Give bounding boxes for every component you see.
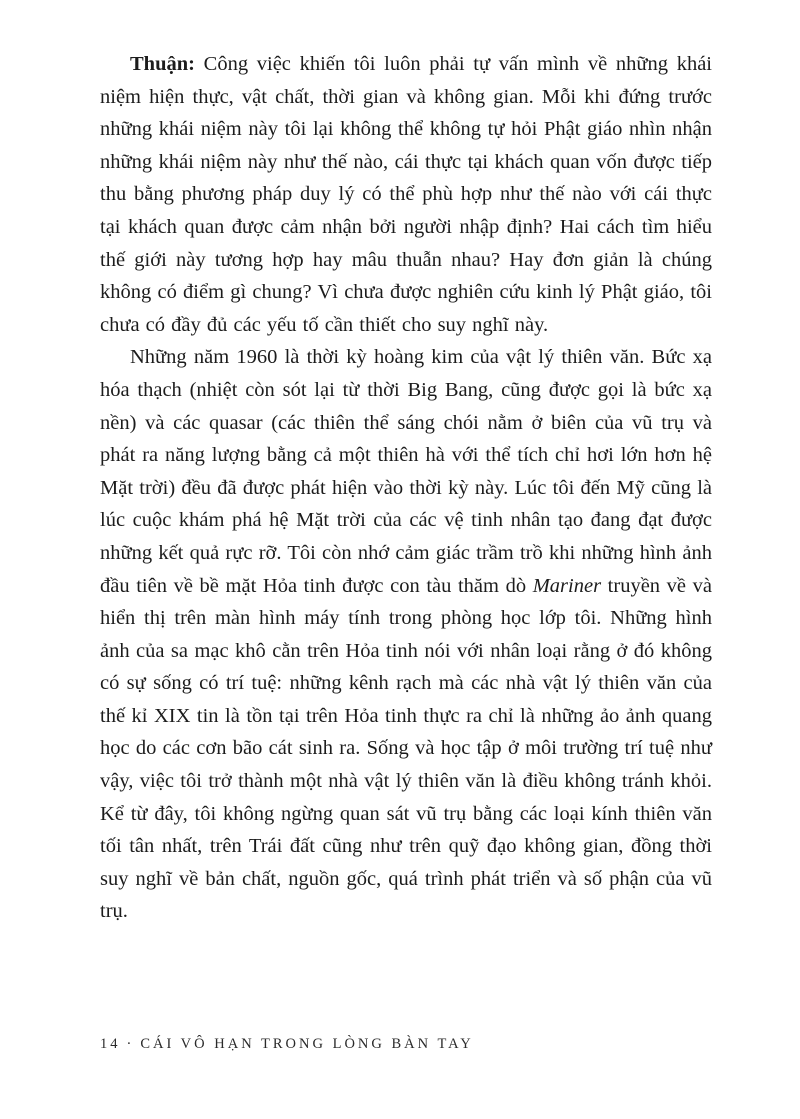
footer-separator: · xyxy=(126,1036,135,1052)
paragraph-2 xyxy=(100,341,712,928)
speaker-name: Thuận: xyxy=(130,53,195,75)
page-body xyxy=(100,48,712,928)
page-footer xyxy=(100,1036,474,1053)
book-title: CÁI VÔ HẠN TRONG LÒNG BÀN TAY xyxy=(140,1036,474,1052)
paragraph-1-text: Công việc khiến tôi luôn phải tự vấn mình về những khái niệm hiện thực, vật chất, thời gian và không gian. Mỗi khi đứng trước những khái niệm này tôi lại không thể không tự hỏi Phật giáo nhìn nhận những khái niệm này như thế nào, cái thực tại khách quan vốn được tiếp thu bằng phương pháp duy lý có thể phù hợp như thế nào với cái thực tại khách quan được cảm nhận bởi người nhập định? Hai cách tìm hiểu thế giới này tương hợp hay mâu thuẫn nhau? Hay đơn giản là chúng không có điểm gì chung? Vì chưa được nghiên cứu kinh lý Phật giáo, tôi chưa có đầy đủ các yếu tố cần thiết cho suy nghĩ này. xyxy=(100,53,712,336)
paragraph-2-text-b: truyền về và hiển thị trên màn hình máy tính trong phòng học lớp tôi. Những hình ảnh của sa mạc khô cằn trên Hỏa tinh nói với nhân loại rằng ở đó không có sự sống có trí tuệ: những kênh rạch mà các nhà vật lý thiên văn của thế kỉ XIX tin là tồn tại trên Hỏa tinh thực ra chỉ là những ảo ảnh quang học do các cơn bão cát sinh ra. Sống và học tập ở môi trường trí tuệ như vậy, việc tôi trở thành một nhà vật lý thiên văn là điều không tránh khỏi. Kể từ đây, tôi không ngừng quan sát vũ trụ bằng các loại kính thiên văn tối tân nhất, trên Trái đất cũng như trên quỹ đạo không gian, đồng thời suy nghĩ về bản chất, nguồn gốc, quá trình phát triển và số phận của vũ trụ. xyxy=(100,574,712,923)
paragraph-2-text-a: Những năm 1960 là thời kỳ hoàng kim của vật lý thiên văn. Bức xạ hóa thạch (nhiệt còn sót lại từ thời Big Bang, cũng được gọi là bức xạ nền) và các quasar (các thiên thể sáng chói nằm ở biên của vũ trụ và phát ra năng lượng bằng cả một thiên hà với thể tích chỉ hơi lớn hơn hệ Mặt trời) đều đã được phát hiện vào thời kỳ này. Lúc tôi đến Mỹ cũng là lúc cuộc khám phá hệ Mặt trời của các vệ tinh nhân tạo đang đạt được những kết quả rực rỡ. Tôi còn nhớ cảm giác trầm trồ khi những hình ảnh đầu tiên về bề mặt Hỏa tinh được con tàu thăm dò xyxy=(100,346,712,597)
page-number: 14 xyxy=(100,1036,121,1052)
paragraph-1 xyxy=(100,48,712,341)
mariner-probe-name: Mariner xyxy=(532,574,602,597)
